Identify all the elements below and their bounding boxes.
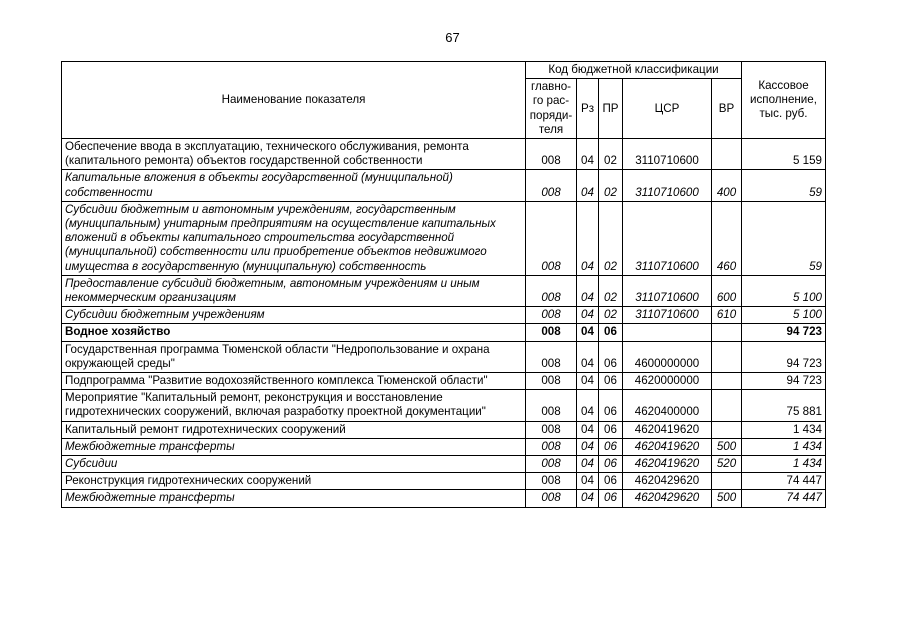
budget-table — [61, 61, 826, 508]
row-pr-cell: 02 — [599, 275, 623, 306]
row-vr-cell — [712, 473, 742, 490]
row-csr-cell: 4620400000 — [623, 390, 712, 421]
row-pr-cell: 06 — [599, 373, 623, 390]
row-admin-cell: 008 — [526, 341, 577, 372]
row-csr-cell: 3110710600 — [623, 307, 712, 324]
row-name-cell: Субсидии бюджетным учреждениям — [62, 307, 526, 324]
row-csr-cell: 4620429620 — [623, 473, 712, 490]
row-vr-cell — [712, 390, 742, 421]
row-amount-cell: 1 434 — [742, 421, 826, 438]
row-vr-cell: 400 — [712, 170, 742, 201]
row-vr-cell: 500 — [712, 438, 742, 455]
row-amount-cell: 5 100 — [742, 275, 826, 306]
table-row — [62, 473, 826, 490]
row-vr-cell — [712, 373, 742, 390]
row-admin-cell: 008 — [526, 307, 577, 324]
table-row — [62, 421, 826, 438]
row-rz-cell: 04 — [577, 324, 599, 341]
row-name-cell: Мероприятие "Капитальный ремонт, реконструкция и восстановление гидротехнических сооружений, включая разработку проектной документации" — [62, 390, 526, 421]
row-name-cell: Подпрограмма "Развитие водохозяйственного комплекса Тюменской области" — [62, 373, 526, 390]
row-admin-cell: 008 — [526, 324, 577, 341]
row-csr-cell: 4620000000 — [623, 373, 712, 390]
row-admin-cell: 008 — [526, 373, 577, 390]
row-name-cell: Реконструкция гидротехнических сооружений — [62, 473, 526, 490]
row-pr-cell: 06 — [599, 456, 623, 473]
row-vr-cell — [712, 324, 742, 341]
row-csr-cell: 3110710600 — [623, 170, 712, 201]
header-vr: ВР — [712, 79, 742, 139]
header-rz: Рз — [577, 79, 599, 139]
row-rz-cell: 04 — [577, 490, 599, 507]
table-row — [62, 201, 826, 275]
row-amount-cell: 1 434 — [742, 456, 826, 473]
row-pr-cell: 06 — [599, 421, 623, 438]
row-vr-cell: 520 — [712, 456, 742, 473]
row-admin-cell: 008 — [526, 390, 577, 421]
row-pr-cell: 06 — [599, 438, 623, 455]
row-admin-cell: 008 — [526, 201, 577, 275]
row-csr-cell: 4600000000 — [623, 341, 712, 372]
row-rz-cell: 04 — [577, 473, 599, 490]
header-pr: ПР — [599, 79, 623, 139]
row-vr-cell: 600 — [712, 275, 742, 306]
row-csr-cell: 4620419620 — [623, 438, 712, 455]
row-amount-cell: 59 — [742, 170, 826, 201]
row-rz-cell: 04 — [577, 438, 599, 455]
row-csr-cell — [623, 324, 712, 341]
row-rz-cell: 04 — [577, 170, 599, 201]
row-name-cell: Межбюджетные трансферты — [62, 490, 526, 507]
row-name-cell: Капитальный ремонт гидротехнических сооружений — [62, 421, 526, 438]
table-row — [62, 373, 826, 390]
row-name-cell: Предоставление субсидий бюджетным, автономным учреждениям и иным некоммерческим организациям — [62, 275, 526, 306]
header-name: Наименование показателя — [62, 62, 526, 139]
row-csr-cell: 4620429620 — [623, 490, 712, 507]
table-row — [62, 275, 826, 306]
row-amount-cell: 5 100 — [742, 307, 826, 324]
table-row — [62, 390, 826, 421]
row-name-cell: Государственная программа Тюменской области "Недропользование и охрана окружающей среды" — [62, 341, 526, 372]
row-admin-cell: 008 — [526, 456, 577, 473]
header-admin: главно-го рас-поряди-теля — [526, 79, 577, 139]
table-row — [62, 438, 826, 455]
table-row — [62, 170, 826, 201]
row-pr-cell: 06 — [599, 324, 623, 341]
row-amount-cell: 59 — [742, 201, 826, 275]
table-row — [62, 490, 826, 507]
row-admin-cell: 008 — [526, 421, 577, 438]
row-amount-cell: 75 881 — [742, 390, 826, 421]
row-rz-cell: 04 — [577, 341, 599, 372]
row-vr-cell — [712, 139, 742, 170]
row-pr-cell: 06 — [599, 390, 623, 421]
row-name-cell: Субсидии — [62, 456, 526, 473]
table-row — [62, 307, 826, 324]
row-pr-cell: 06 — [599, 490, 623, 507]
row-pr-cell: 06 — [599, 341, 623, 372]
header-code-group: Код бюджетной классификации — [526, 62, 742, 79]
row-rz-cell: 04 — [577, 139, 599, 170]
row-admin-cell: 008 — [526, 275, 577, 306]
row-name-cell: Обеспечение ввода в эксплуатацию, технического обслуживания, ремонта (капитального ремонта) объектов государственной собственности — [62, 139, 526, 170]
row-rz-cell: 04 — [577, 201, 599, 275]
row-pr-cell: 02 — [599, 307, 623, 324]
row-admin-cell: 008 — [526, 170, 577, 201]
row-name-cell: Капитальные вложения в объекты государственной (муниципальной) собственности — [62, 170, 526, 201]
table-row — [62, 456, 826, 473]
row-admin-cell: 008 — [526, 438, 577, 455]
row-amount-cell: 94 723 — [742, 373, 826, 390]
row-rz-cell: 04 — [577, 275, 599, 306]
row-csr-cell: 4620419620 — [623, 456, 712, 473]
row-rz-cell: 04 — [577, 456, 599, 473]
row-vr-cell: 500 — [712, 490, 742, 507]
row-vr-cell — [712, 421, 742, 438]
row-pr-cell: 06 — [599, 473, 623, 490]
row-name-cell: Водное хозяйство — [62, 324, 526, 341]
row-rz-cell: 04 — [577, 373, 599, 390]
row-amount-cell: 94 723 — [742, 341, 826, 372]
row-name-cell: Межбюджетные трансферты — [62, 438, 526, 455]
table-row — [62, 341, 826, 372]
row-name-cell: Субсидии бюджетным и автономным учреждениям, государственным (муниципальным) унитарным предприятиям на осуществление капитальных вложений в объекты капитального строительства государственной (муниципальной) собственности или приобретение объектов недвижимого имущества в государственную (муниципальную) собственность — [62, 201, 526, 275]
row-rz-cell: 04 — [577, 390, 599, 421]
row-csr-cell: 3110710600 — [623, 139, 712, 170]
row-admin-cell: 008 — [526, 490, 577, 507]
row-pr-cell: 02 — [599, 170, 623, 201]
header-csr: ЦСР — [623, 79, 712, 139]
row-pr-cell: 02 — [599, 201, 623, 275]
row-admin-cell: 008 — [526, 473, 577, 490]
row-pr-cell: 02 — [599, 139, 623, 170]
row-vr-cell: 610 — [712, 307, 742, 324]
row-amount-cell: 1 434 — [742, 438, 826, 455]
table-row — [62, 139, 826, 170]
row-admin-cell: 008 — [526, 139, 577, 170]
header-amount: Кассовое исполнение, тыс. руб. — [742, 62, 826, 139]
row-amount-cell: 5 159 — [742, 139, 826, 170]
row-rz-cell: 04 — [577, 307, 599, 324]
row-amount-cell: 74 447 — [742, 473, 826, 490]
row-amount-cell: 94 723 — [742, 324, 826, 341]
table-row — [62, 324, 826, 341]
row-vr-cell — [712, 341, 742, 372]
row-csr-cell: 3110710600 — [623, 275, 712, 306]
page-number: 67 — [445, 30, 460, 45]
table-body — [62, 139, 826, 508]
row-amount-cell: 74 447 — [742, 490, 826, 507]
row-vr-cell: 460 — [712, 201, 742, 275]
row-csr-cell: 4620419620 — [623, 421, 712, 438]
row-csr-cell: 3110710600 — [623, 201, 712, 275]
row-rz-cell: 04 — [577, 421, 599, 438]
